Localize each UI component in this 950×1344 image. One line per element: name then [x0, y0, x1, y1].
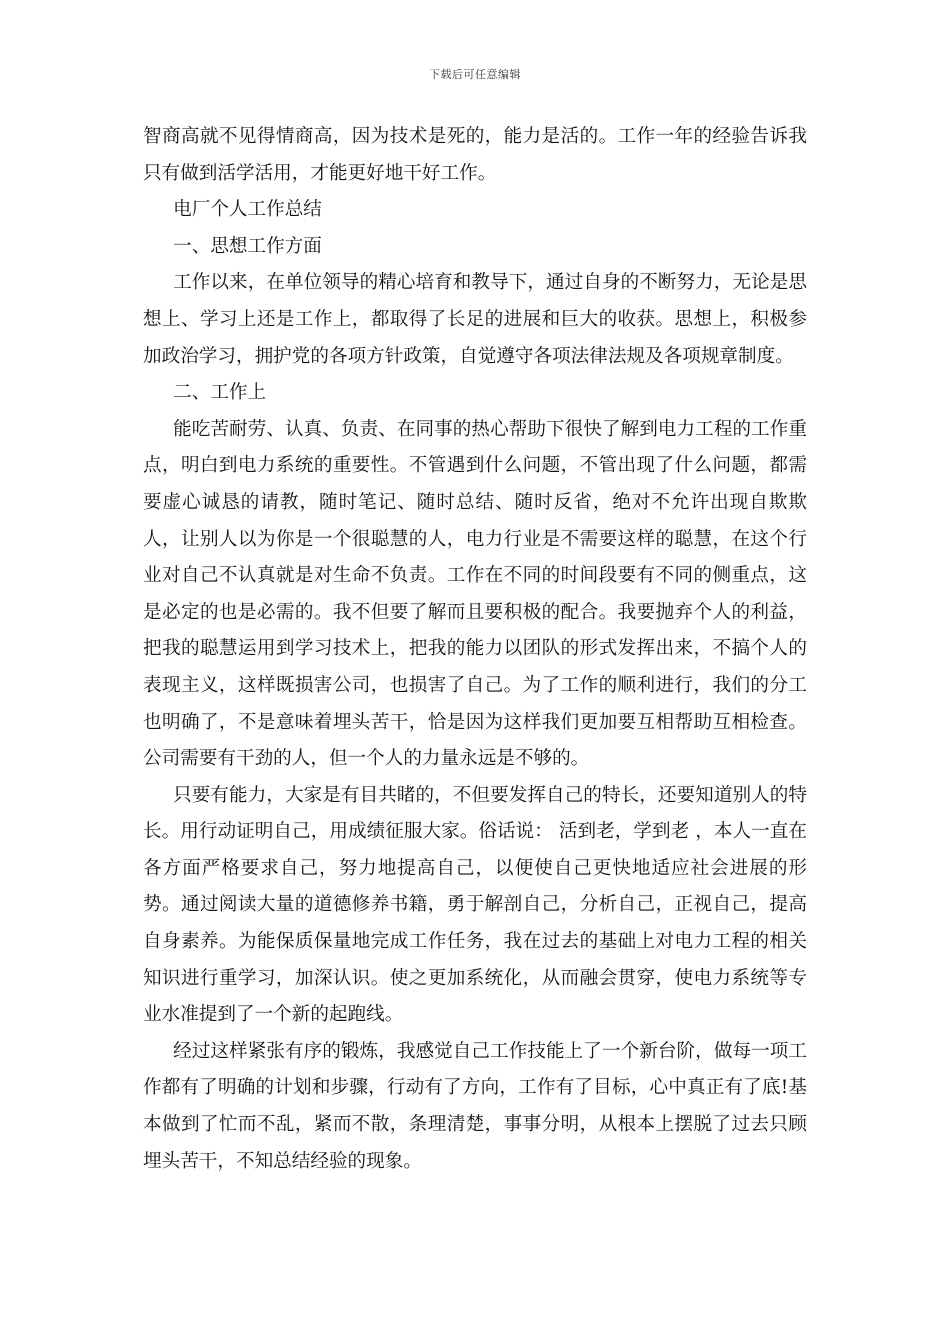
document-title: 电厂个人工作总结: [173, 199, 322, 221]
paragraph-thought: 工作以来，在单位领导的精心培育和教导下，通过自身的不断努力，无论是思想上、学习上还是工作上，都取得了长足的进展和巨大的收获。思想上，积极参加政治学习，拥护党的各项方针政策，自觉遵守各项法律法规及各项规章制度。: [143, 272, 807, 367]
paragraph-summary: 经过这样紧张有序的锻炼，我感觉自己工作技能上了一个新台阶，做每一项工作都有了明确的计划和步骤，行动有了方向，工作有了目标，心中真正有了底!基本做到了忙而不乱，紧而不散，条理清楚，事事分明，从根本上摆脱了过去只顾埋头苦干，不知总结经验的现象。: [143, 1040, 807, 1172]
paragraph-work: 能吃苦耐劳、认真、负责、在同事的热心帮助下很快了解到电力工程的工作重点，明白到电力系统的重要性。不管遇到什么问题，不管出现了什么问题，都需要虚心诚恳的请教，随时笔记、随时总结、随时反省，绝对不允许出现自欺欺人，让别人以为你是一个很聪慧的人，电力行业是不需要这样的聪慧，在这个行业对自己不认真就是对生命不负责。工作在不同的时间段要有不同的侧重点，这是必定的也是必需的。我不但要了解而且要积极的配合。我要抛弃个人的利益，把我的聪慧运用到学习技术上，把我的能力以团队的形式发挥出来，不搞个人的表现主义，这样既损害公司，也损害了自己。为了工作的顺利进行，我们的分工也明确了，不是意味着埋头苦干，恰是因为这样我们更加要互相帮助互相检查。公司需要有干劲的人，但一个人的力量永远是不够的。: [143, 418, 807, 770]
section-heading-thought: 一、思想工作方面: [173, 235, 322, 257]
paragraph-ability: 只要有能力，大家是有目共睹的，不但要发挥自己的特长，还要知道别人的特长。用行动证明自己，用成绩征服大家。俗话说： 活到老，学到老 ，本人一直在各方面严格要求自己，努力地提高自己，以便使自己更快地适应社会进展的形势。通过阅读大量的道德修养书籍，勇于解剖自己，分析自己，正视自己，提高自身素养。为能保质保量地完成工作任务，我在过去的基础上对电力工程的相关知识进行重学习，加深认识。使之更加系统化，从而融会贯穿，使电力系统等专业水准提到了一个新的起跑线。: [143, 784, 807, 1026]
page-header: 下载后可任意编辑: [429, 68, 521, 81]
paragraph-continuation: 智商高就不见得情商高，因为技术是死的，能力是活的。工作一年的经验告诉我只有做到活学活用，才能更好地干好工作。: [143, 126, 807, 184]
document-body: [143, 119, 807, 1180]
section-heading-work: 二、工作上: [173, 382, 267, 404]
